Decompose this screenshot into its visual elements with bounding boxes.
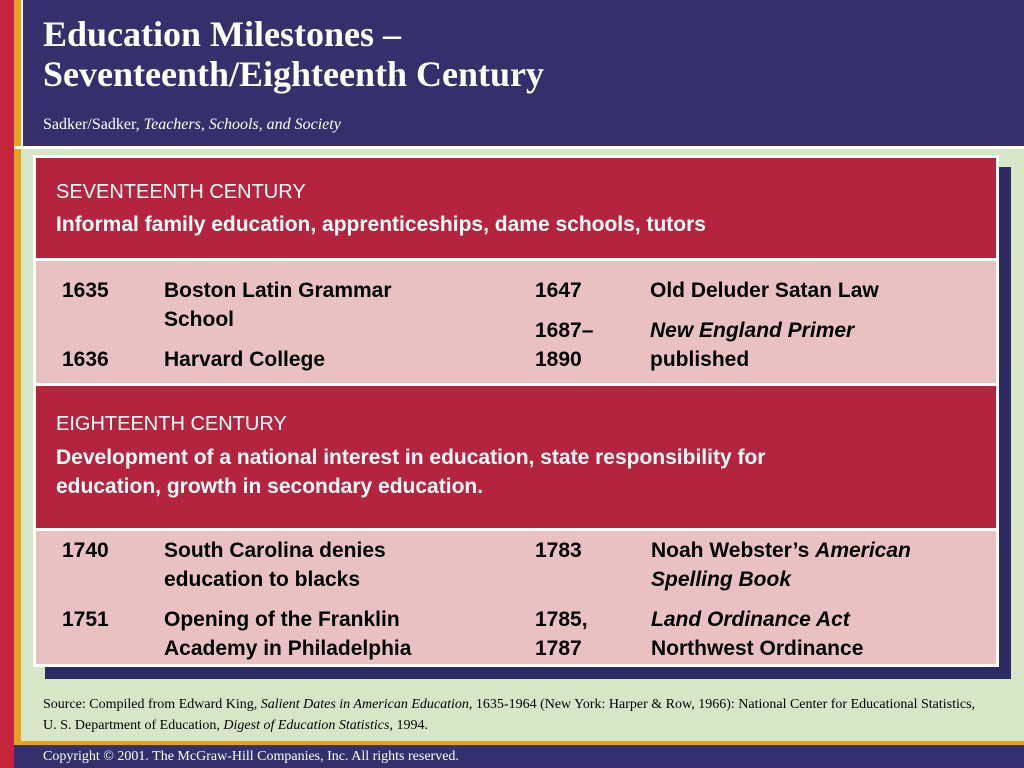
left-orange-stripe (14, 0, 21, 146)
source-note: Source: Compiled from Edward King, Salient Dates in American Education, 1635-1964 (New York: Harper & Row, 1966): National Center for Educational Statistics, U. S. Department of Education, Digest of Education Statistics, 1994. (43, 697, 976, 733)
title-line-1: Education Milestones – (43, 14, 402, 54)
header-divider (14, 146, 1024, 149)
event-franklin-academy: Opening of the Franklin Academy in Philadelphia (164, 608, 412, 660)
left-accent-bar (0, 0, 14, 768)
seventeenth-description: Informal family education, apprenticeships, dame schools, tutors (56, 213, 706, 236)
event-south-carolina: South Carolina denies education to blacks (164, 539, 386, 591)
left-white-stripe (21, 0, 23, 146)
seventeenth-century-events (36, 261, 996, 383)
event-boston-latin: Boston Latin Grammar School (164, 279, 392, 331)
event-year-1647: 1647 (535, 279, 582, 302)
eighteenth-century-events (36, 531, 996, 664)
seventeenth-century-header (36, 158, 996, 258)
event-year-1783: 1783 (535, 539, 582, 562)
subtitle-book: Teachers, Schools, and Society (143, 116, 341, 133)
event-year-1785-1787: 1785, 1787 (535, 608, 588, 660)
event-year-1635: 1635 (62, 279, 109, 302)
milestones-table (33, 155, 999, 667)
title-line-2: Seventeenth/Eighteenth Century (43, 54, 544, 94)
copyright-notice: Copyright © 2001. The McGraw-Hill Companies, Inc. All rights reserved. (43, 749, 459, 764)
eighteenth-heading: EIGHTEENTH CENTURY (56, 413, 287, 435)
subtitle-authors: Sadker/Sadker, (43, 116, 140, 133)
seventeenth-heading: SEVENTEENTH CENTURY (56, 181, 306, 203)
event-year-1751: 1751 (62, 608, 109, 631)
eighteenth-description: Development of a national interest in education, state responsibility for education, growth in secondary education. (56, 446, 766, 498)
event-new-england-primer: New England Primer published (650, 319, 855, 371)
event-ordinances: Land Ordinance Act Northwest Ordinance (651, 608, 864, 660)
event-harvard: Harvard College (164, 348, 326, 371)
event-webster-speller: Noah Webster’s American Spelling Book (651, 539, 911, 591)
event-year-1636: 1636 (62, 348, 109, 371)
slide-title (43, 14, 544, 94)
event-year-1687-1890: 1687– 1890 (535, 319, 594, 371)
event-deluder-satan: Old Deluder Satan Law (650, 279, 879, 302)
left-orange-stripe-lower (14, 149, 21, 744)
slide-subtitle (43, 116, 341, 134)
eighteenth-century-header (36, 386, 996, 528)
event-year-1740: 1740 (62, 539, 109, 562)
